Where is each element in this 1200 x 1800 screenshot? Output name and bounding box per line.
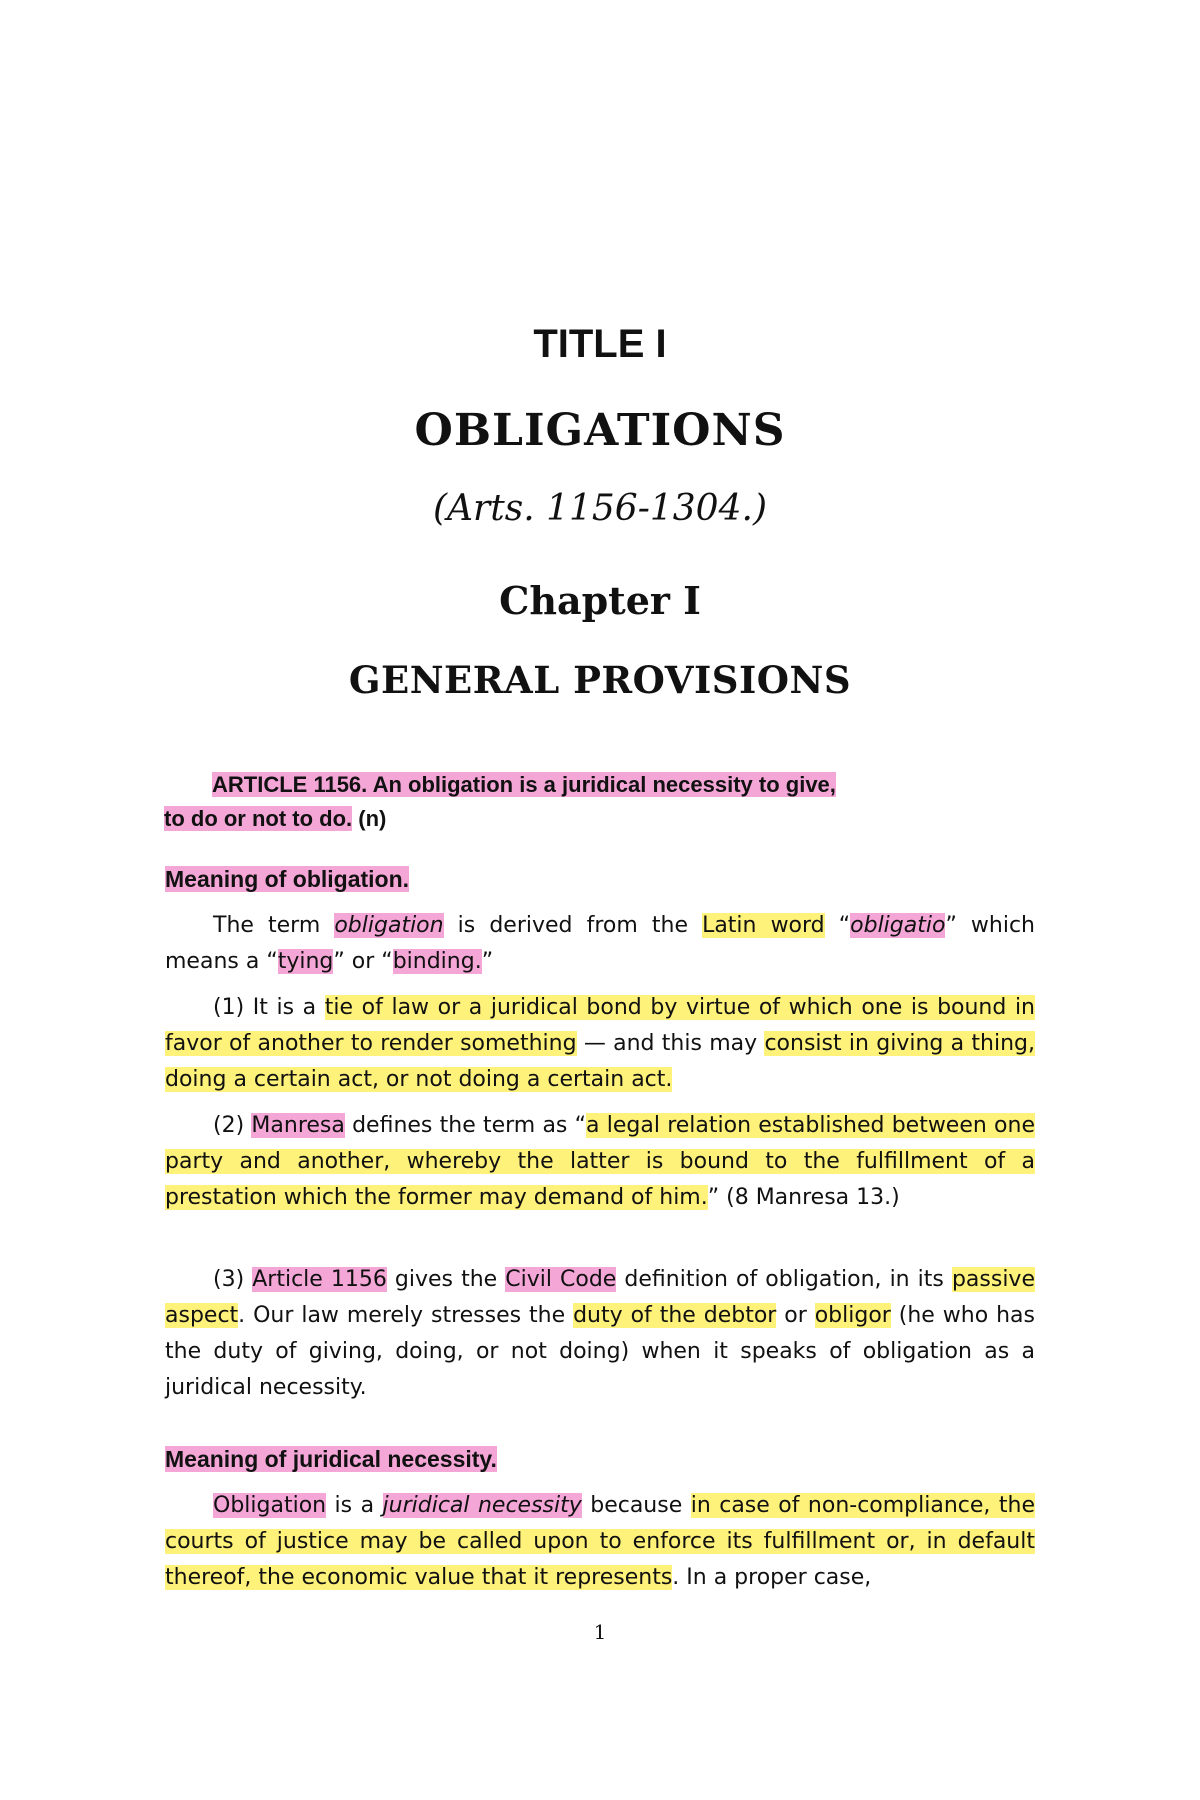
text-run: — and this may bbox=[576, 1031, 765, 1056]
highlight-yellow: obligor bbox=[814, 1303, 891, 1328]
highlight-yellow: a legal relation established between one party and another, whereby the latter is bound to the fulfillment of a prestation which the former may demand of him. bbox=[165, 1113, 1035, 1210]
text-run: . Our law merely stresses the bbox=[238, 1303, 574, 1328]
text-run: gives the bbox=[386, 1267, 506, 1292]
highlight-yellow: Latin word bbox=[702, 913, 825, 938]
paragraph-definition-3 bbox=[165, 1262, 1035, 1406]
highlight-yellow: passive aspect bbox=[165, 1267, 1035, 1328]
highlight-yellow: in case of non-compliance, the courts of justice may be called upon to enforce its fulfillment or, in default thereof, the economic value that it represents bbox=[165, 1493, 1035, 1590]
highlight-pink: tying bbox=[277, 949, 334, 974]
text-run: is derived from the bbox=[443, 913, 703, 938]
heading-text: Meaning of juridical necessity. bbox=[165, 1446, 497, 1472]
text-run: or bbox=[776, 1303, 815, 1328]
text-run: defines the term as “ bbox=[344, 1113, 587, 1138]
article-suffix: (n) bbox=[352, 806, 387, 831]
article-1156-text bbox=[164, 768, 1012, 836]
text-run: (he who has the duty of giving, doing, or not doing) when it speaks of obligation as a juridical necessity. bbox=[165, 1303, 1035, 1400]
paragraph-juridical-necessity bbox=[165, 1488, 1035, 1596]
text-run: because bbox=[581, 1493, 691, 1518]
text-run: definition of obligation, in its bbox=[616, 1267, 952, 1292]
highlight-yellow: tie of law or a juridical bond by virtue of which one is bound in favor of another to render something bbox=[165, 995, 1036, 1056]
text-run: (1) It is a bbox=[213, 995, 325, 1020]
chapter-title: GENERAL PROVISIONS bbox=[348, 658, 852, 702]
heading-text: Meaning of obligation. bbox=[165, 866, 410, 892]
text-run: (3) bbox=[213, 1267, 253, 1292]
page-number: 1 bbox=[593, 1620, 607, 1644]
section-heading-juridical-necessity bbox=[165, 1446, 1035, 1473]
text-run: ” which means a “ bbox=[165, 913, 1036, 974]
article-line-1: ARTICLE 1156. An obligation is a juridical necessity to give, bbox=[212, 772, 836, 797]
paragraph-definition-1 bbox=[165, 990, 1035, 1098]
highlight-pink: juridical necessity bbox=[382, 1493, 582, 1518]
chapter-number: Chapter I bbox=[499, 578, 701, 623]
title-number: TITLE I bbox=[533, 322, 667, 366]
text-run: ” (8 Manresa 13.) bbox=[707, 1185, 900, 1210]
section-heading-meaning-obligation bbox=[165, 866, 1035, 893]
highlight-pink: Manresa bbox=[251, 1113, 345, 1138]
text-run: ” bbox=[481, 949, 494, 974]
highlight-yellow: duty of the debtor bbox=[573, 1303, 777, 1328]
article-line-2: to do or not to do. bbox=[164, 806, 353, 831]
highlight-pink: binding. bbox=[392, 949, 482, 974]
highlight-pink: obligatio bbox=[850, 913, 946, 938]
text-run: ” or “ bbox=[333, 949, 393, 974]
highlight-pink: Article 1156 bbox=[252, 1267, 387, 1292]
paragraph-term-obligation bbox=[165, 908, 1035, 980]
title-name: OBLIGATIONS bbox=[414, 405, 786, 456]
text-run: . In a proper case, bbox=[672, 1565, 872, 1590]
paragraph-definition-2 bbox=[165, 1108, 1035, 1216]
text-run: “ bbox=[824, 913, 851, 938]
highlight-pink: Obligation bbox=[213, 1493, 327, 1518]
text-run: The term bbox=[213, 913, 335, 938]
articles-range: (Arts. 1156-1304.) bbox=[433, 488, 767, 529]
text-run: (2) bbox=[213, 1113, 252, 1138]
highlight-yellow: consist in giving a thing, doing a certain act, or not doing a certain act. bbox=[165, 1031, 1035, 1092]
highlight-pink: obligation bbox=[334, 913, 444, 938]
highlight-pink: Civil Code bbox=[505, 1267, 617, 1292]
text-run: is a bbox=[326, 1493, 383, 1518]
